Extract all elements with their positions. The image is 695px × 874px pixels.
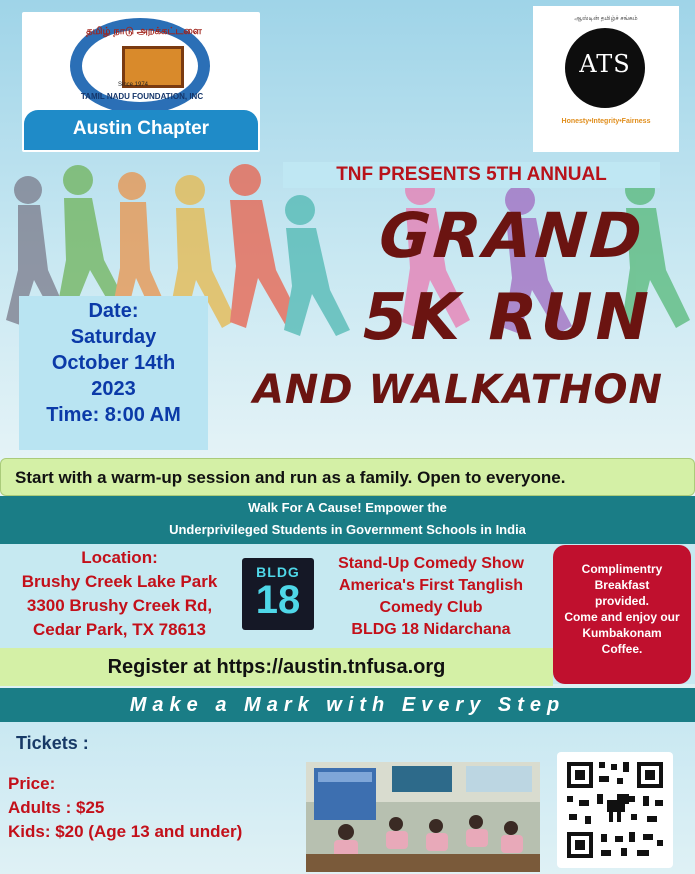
- comedy-block: [318, 553, 544, 641]
- title-grand: GRAND: [376, 199, 648, 272]
- classroom-photo: [306, 762, 540, 872]
- tnf-chapter-label: Austin Chapter: [72, 118, 210, 139]
- presents-banner: TNF PRESENTS 5TH ANNUAL: [283, 162, 660, 188]
- location-city: Cedar Park, TX 78613: [33, 620, 206, 639]
- breakfast-line-1: Complimentry: [581, 562, 663, 576]
- register-link[interactable]: Register at https://austin.tnfusa.org: [0, 648, 553, 686]
- bldg18-logo: [242, 558, 314, 630]
- price-block: [8, 772, 242, 844]
- warmup-banner: Start with a warm-up session and run as a family. Open to everyone.: [0, 458, 695, 496]
- location-heading: Location:: [81, 548, 158, 567]
- breakfast-line-3: provided.: [594, 594, 649, 608]
- tnf-tamil-text: தமிழ் நாடு அறக்கட்டளை: [86, 26, 202, 37]
- cause-line-2: Underprivileged Students in Government Schools in India: [169, 522, 526, 537]
- date-day: October 14th: [51, 352, 176, 374]
- breakfast-line-6: Coffee.: [601, 642, 643, 656]
- location-park: Brushy Creek Lake Park: [21, 572, 218, 591]
- motto-text: Make a Mark with Every Step: [129, 694, 566, 716]
- ats-tagline: Honesty•Integrity•Fairness: [561, 118, 651, 125]
- breakfast-badge: [553, 545, 691, 684]
- tnf-org-name: TAMIL NADU FOUNDATION, INC: [80, 92, 204, 101]
- date-box: [19, 296, 208, 450]
- comedy-line-3: Comedy Club: [379, 599, 483, 616]
- comedy-line-1: Stand-Up Comedy Show: [338, 555, 524, 572]
- cause-line-1: Walk For A Cause! Empower the: [248, 500, 447, 515]
- comedy-line-4: BLDG 18 Nidarchana: [351, 621, 511, 638]
- ats-tamil-text: ஆஸ்டின் தமிழ்ச் சங்கம்: [574, 16, 638, 22]
- title-walkathon: AND WALKATHON: [252, 367, 664, 413]
- price-label: Price:: [8, 774, 56, 793]
- event-time: Time: 8:00 AM: [46, 404, 181, 426]
- price-kids: Kids: $20 (Age 13 and under): [8, 822, 243, 841]
- ats-logo: [533, 6, 679, 152]
- breakfast-line-2: Breakfast: [594, 578, 650, 592]
- tickets-heading: Tickets :: [16, 733, 89, 753]
- comedy-line-2: America's First Tanglish: [338, 577, 523, 594]
- bldg-logo-top: BLDG: [256, 564, 300, 580]
- date-year: 2023: [91, 378, 136, 400]
- bldg-logo-number: 18: [255, 578, 301, 622]
- tnf-logo: [22, 12, 260, 152]
- qr-code[interactable]: [557, 752, 673, 868]
- location-street: 3300 Brushy Creek Rd,: [26, 596, 213, 615]
- breakfast-line-4: Come and enjoy our: [564, 610, 680, 624]
- date-label: Date:: [88, 300, 139, 322]
- ats-letters: ATS: [579, 50, 631, 78]
- location-block: [2, 546, 237, 642]
- breakfast-line-5: Kumbakonam: [582, 626, 662, 640]
- price-adults: Adults : $25: [8, 798, 105, 817]
- tnf-since: Since 1974: [118, 82, 149, 88]
- title-5k-run: 5K RUN: [362, 281, 653, 355]
- date-weekday: Saturday: [70, 326, 157, 348]
